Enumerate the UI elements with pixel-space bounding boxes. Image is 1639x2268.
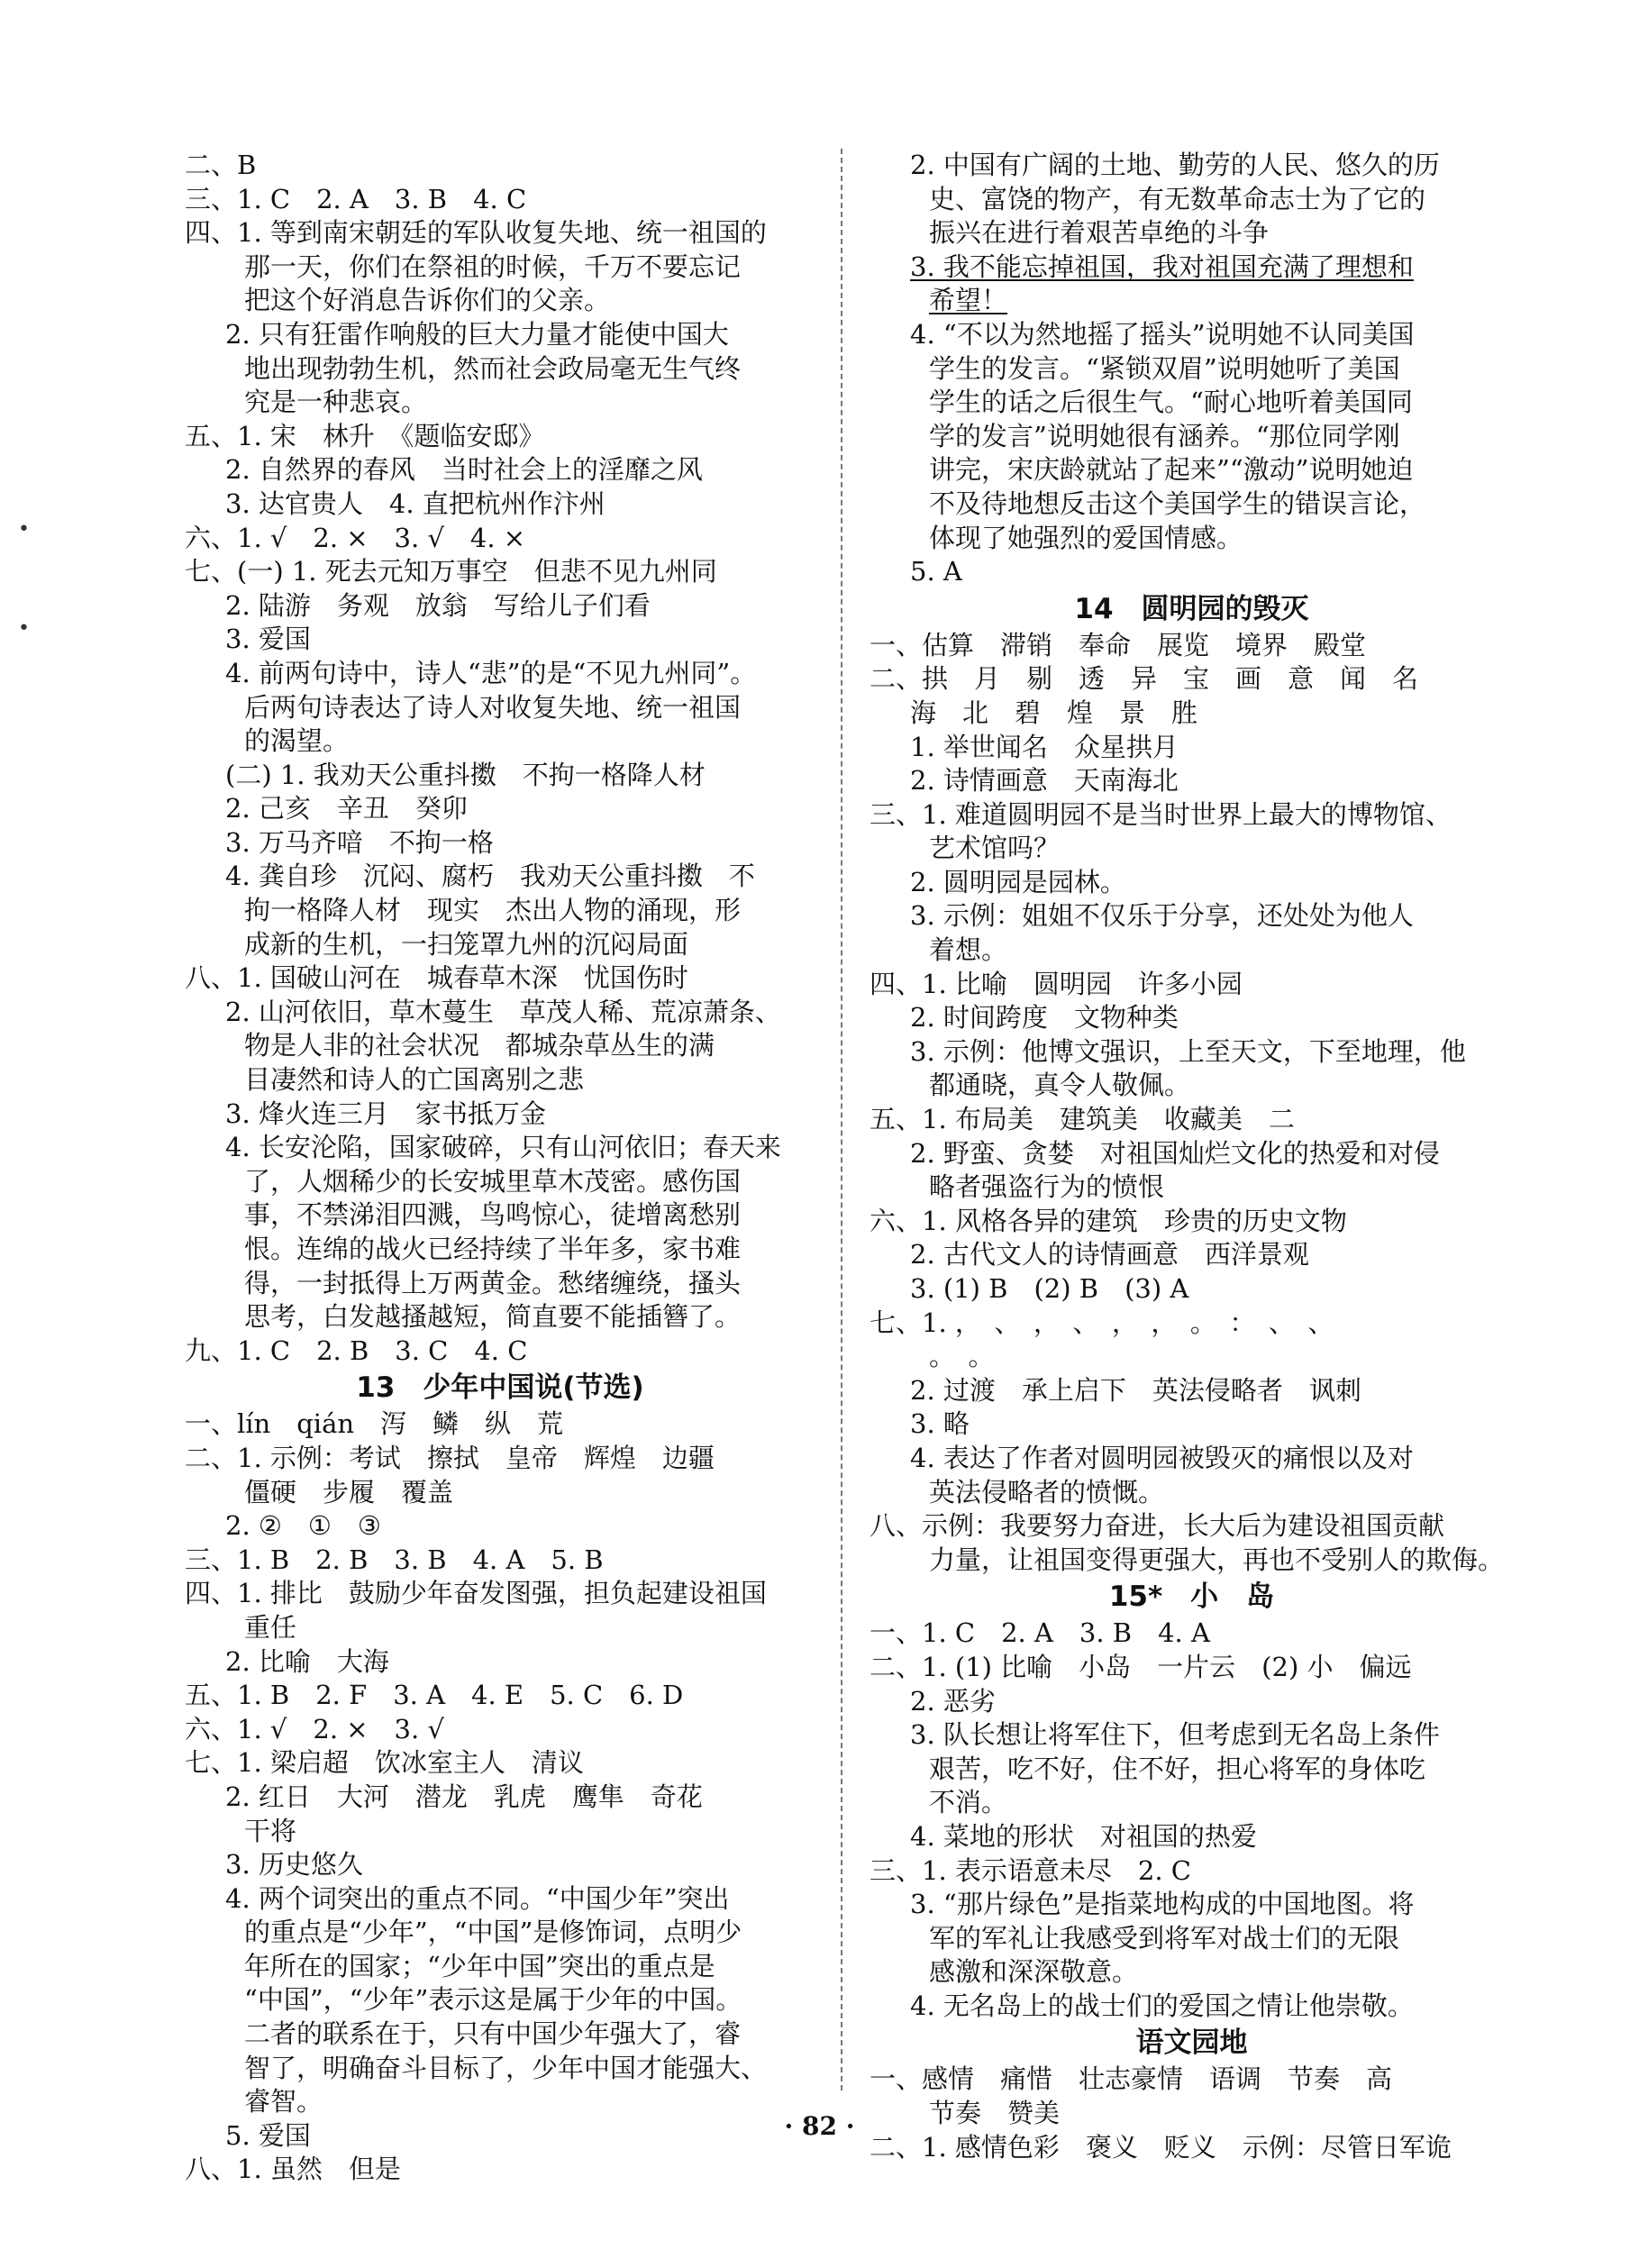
answer-line: 二、B: [185, 150, 257, 180]
answer-line: 三、1. C 2. A 3. B 4. C: [185, 183, 527, 214]
answer-line: 3. 万马齐喑 不拘一格: [225, 826, 494, 858]
answer-line: 都通晓，真令人敬佩。: [929, 1070, 1191, 1101]
answer-line: 2. 自然界的春风 当时社会上的淫靡之风: [225, 454, 703, 486]
answer-line: 一、lín qián 泻 鳞 纵 荒: [185, 1408, 564, 1440]
answer-line: “中国”，“少年”表示这是属于少年的中国。: [244, 1984, 742, 2016]
answer-line: 睿智。: [244, 2086, 323, 2118]
answer-line: 二、1. (1) 比喻 小岛 一片云 (2) 小 偏远: [870, 1651, 1412, 1682]
answer-line: 。 。: [929, 1341, 995, 1372]
answer-line: 的渴望。: [244, 725, 350, 757]
answer-line: 2. 过渡 承上启下 英法侵略者 讽刺: [910, 1374, 1361, 1406]
answer-line: 把这个好消息告诉你们的父亲。: [244, 285, 611, 316]
answer-line: 3. 达官贵人 4. 直把杭州作汴州: [225, 487, 606, 519]
margin-dot: •: [18, 617, 30, 640]
answer-line: 六、1. 风格各异的建筑 珍贵的历史文物: [870, 1205, 1347, 1236]
answer-line: 二者的联系在于，只有中国少年强大了，睿: [244, 2018, 742, 2050]
answer-line: 六、1. √ 2. × 3. √ 4. ×: [185, 522, 526, 553]
answer-line: 3. 示例：他博文强识，上至天文，下至地理，他: [910, 1035, 1466, 1067]
answer-line: 2. 陆游 务观 放翁 写给儿子们看: [225, 589, 651, 621]
answer-line: (二) 1. 我劝天公重抖擞 不拘一格降人材: [225, 759, 706, 790]
answer-line: 五、1. B 2. F 3. A 4. E 5. C 6. D: [185, 1680, 684, 1711]
lesson-heading: 13 少年中国说(节选): [356, 1371, 644, 1405]
answer-line: 4. 表达了作者对圆明园被毁灭的痛恨以及对: [910, 1442, 1414, 1473]
answer-line: 僵硬 步履 覆盖: [244, 1476, 454, 1507]
answer-line: 不消。: [929, 1787, 1008, 1818]
answer-line: 英法侵略者的愤慨。: [929, 1476, 1165, 1507]
answer-line: 3. 队长想让将军住下，但考虑到无名岛上条件: [910, 1719, 1440, 1751]
answer-line: 七、1. 梁启超 饮冰室主人 清议: [185, 1747, 584, 1779]
section-heading: 语文园地: [1135, 2027, 1248, 2060]
right-column: [870, 149, 1514, 2164]
answer-line: 究是一种悲哀。: [244, 387, 428, 418]
answer-line: 军的军礼让我感受到将军对战士们的无限: [929, 1922, 1400, 1954]
answer-line: 史、富饶的物产，有无数革命志士为了它的: [929, 183, 1426, 214]
answer-line: 讲完，宋庆龄就站了起来”“激动”说明她迫: [929, 454, 1414, 486]
answer-line: 四、1. 等到南宋朝廷的军队收复失地、统一祖国的: [185, 217, 767, 249]
answer-line: 成新的生机，一扫笼罩九州的沉闷局面: [244, 928, 689, 960]
answer-line: 3. 略: [910, 1408, 970, 1440]
answer-line: 1. 举世闻名 众星拱月: [910, 731, 1179, 762]
answer-line: 了，人烟稀少的长安城里草木茂密。感伤国: [244, 1165, 742, 1197]
column-divider: [841, 149, 842, 2090]
answer-line: 的重点是“少年”，“中国”是修饰词，点明少: [244, 1917, 742, 1948]
answer-line: 3. 烽火连三月 家书抵万金: [225, 1098, 546, 1129]
answer-line: 五、1. 布局美 建筑美 收藏美 二: [870, 1104, 1295, 1135]
answer-line: 拘一格降人材 现实 杰出人物的涌现，形: [244, 895, 742, 926]
answer-line: 恨。连绵的战火已经持续了半年多，家书难: [244, 1234, 742, 1264]
margin-dot: •: [18, 518, 30, 541]
answer-line: 三、1. B 2. B 3. B 4. A 5. B: [185, 1544, 604, 1575]
answer-line: 2. 古代文人的诗情画意 西洋景观: [910, 1239, 1309, 1271]
answer-line: 八、示例：我要努力奋进，长大后为建设祖国贡献: [870, 1510, 1445, 1542]
answer-line: 九、1. C 2. B 3. C 4. C: [185, 1334, 528, 1366]
answer-line: 2. 山河依旧，草木蔓生 草茂人稀、荒凉萧条、: [225, 996, 781, 1027]
lesson-heading: 15* 小 岛: [1108, 1580, 1275, 1614]
answer-line: 2. 己亥 辛丑 癸卯: [225, 793, 468, 824]
answer-line: 艰苦，吃不好，住不好，担心将军的身体吃: [929, 1753, 1426, 1784]
answer-line: 不及待地想反击这个美国学生的错误言论，: [929, 487, 1426, 519]
answer-line: 3. (1) B (2) B (3) A: [910, 1273, 1189, 1304]
answer-line: 2. 只有狂雷作响般的巨大力量才能使中国大: [225, 318, 729, 350]
answer-line: 3. “那片绿色”是指菜地构成的中国地图。将: [910, 1889, 1415, 1920]
answer-line: 三、1. 表示语意未尽 2. C: [870, 1854, 1191, 1886]
answer-line: 体现了她强烈的爱国情感。: [929, 522, 1243, 553]
answer-line: 学生的发言。“紧锁双眉”说明她听了美国: [929, 352, 1400, 384]
answer-line: 事，不禁涕泪四溅，鸟鸣惊心，徒增离愁别: [244, 1199, 742, 1231]
answer-line: 那一天，你们在祭祖的时候，千万不要忘记: [244, 250, 742, 282]
answer-line: 四、1. 比喻 圆明园 许多小园: [870, 968, 1243, 999]
answer-line: 4. 无名岛上的战士们的爱国之情让他崇敬。: [910, 1990, 1414, 2021]
answer-line: 八、1. 虽然 但是: [185, 2154, 401, 2185]
answer-line: 海 北 碧 煌 景 胜: [910, 697, 1198, 728]
answer-line: 三、1. 难道圆明园不是当时世界上最大的博物馆、: [870, 798, 1452, 830]
answer-line: 八、1. 国破山河在 城春草木深 忧国伤时: [185, 962, 688, 994]
answer-line: 节奏 赞美: [929, 2098, 1061, 2129]
answer-line: 2. 圆明园是园林。: [910, 866, 1126, 897]
answer-line: 2. 红日 大河 潜龙 乳虎 鹰隼 奇花: [225, 1781, 703, 1812]
answer-line: 目凄然和诗人的亡国离别之悲: [244, 1064, 585, 1096]
answer-line: 物是人非的社会状况 都城杂草丛生的满: [244, 1030, 715, 1061]
answer-line: 4. 前两句诗中，诗人“悲”的是“不见九州同”。: [225, 657, 757, 688]
answer-line: 略者强盗行为的愤恨: [929, 1171, 1165, 1203]
answer-line: 感激和深深敬意。: [929, 1956, 1139, 1988]
answer-line: 二、1. 感情色彩 褒义 贬义 示例：尽管日军诡: [870, 2131, 1452, 2163]
answer-line: 干将: [244, 1815, 297, 1846]
answer-line: 4. “不以为然地摇了摇头”说明她不认同美国: [910, 318, 1415, 350]
lesson-heading: 14 圆明园的毁灭: [1074, 592, 1309, 625]
answer-line: 4. 两个词突出的重点不同。“中国少年”突出: [225, 1882, 730, 1914]
answer-line: 2. 比喻 大海: [225, 1645, 389, 1677]
answer-line: 重任: [244, 1611, 297, 1643]
answer-line: 六、1. √ 2. × 3. √: [185, 1713, 444, 1744]
answer-line: 4. 长安沦陷，国家破碎，只有山河依旧；春天来: [225, 1132, 781, 1163]
left-column: [185, 149, 815, 2187]
answer-line: 2. 诗情画意 天南海北: [910, 765, 1179, 797]
answer-line: 5. A: [910, 556, 962, 587]
answer-line: 年所在的国家；“少年中国”突出的重点是: [244, 1950, 715, 1981]
answer-line: 五、1. 宋 林升 《题临安邸》: [185, 420, 545, 451]
answer-line: 振兴在进行着艰苦卓绝的斗争: [929, 217, 1270, 249]
answer-line: 2. 恶劣: [910, 1685, 996, 1717]
answer-line: 地出现勃勃生机，然而社会政局毫无生气终: [244, 352, 742, 384]
answer-line: 4. 菜地的形状 对祖国的热爱: [910, 1820, 1257, 1852]
answer-line: 一、1. C 2. A 3. B 4. A: [870, 1617, 1210, 1649]
answer-line: 学生的话之后很生气。“耐心地听着美国同: [929, 387, 1413, 418]
answer-line: 2. 时间跨度 文物种类: [910, 1002, 1179, 1034]
answer-line: 力量，让祖国变得更强大，再也不受别人的欺侮。: [929, 1544, 1505, 1575]
answer-line: 一、感情 痛惜 壮志豪情 语调 节奏 高: [870, 2063, 1393, 2095]
answer-line: 后两句诗表达了诗人对收复失地、统一祖国: [244, 691, 742, 723]
page-number: · 82 ·: [784, 2111, 855, 2141]
answer-line: 4. 龚自珍 沉闷、腐朽 我劝天公重抖擞 不: [225, 861, 755, 892]
answer-line: 3. 示例：姐姐不仅乐于分享，还处处为他人: [910, 900, 1414, 932]
answer-line: 希望！: [929, 285, 1008, 316]
answer-line: 四、1. 排比 鼓励少年奋发图强，担负起建设祖国: [185, 1578, 767, 1609]
answer-line: 5. 爱国: [225, 2119, 311, 2151]
answer-line: 2. 中国有广阔的土地、勤劳的人民、悠久的历: [910, 150, 1440, 180]
answer-line: 七、(一) 1. 死去元知万事空 但悲不见九州同: [185, 556, 717, 587]
answer-line: 学的发言”说明她很有涵养。“那位同学刚: [929, 420, 1400, 451]
answer-line: 2. 野蛮、贪婪 对祖国灿烂文化的热爱和对侵: [910, 1137, 1440, 1169]
answer-line: 思考，白发越搔越短，简直要不能插簪了。: [244, 1301, 742, 1333]
answer-line: 二、拱 月 剔 透 异 宝 画 意 闻 名: [870, 663, 1419, 695]
answer-line: 得，一封抵得上万两黄金。愁绪缠绕，搔头: [244, 1267, 742, 1298]
answer-line: 二、1. 示例：考试 擦拭 皇帝 辉煌 边疆: [185, 1442, 715, 1473]
answer-line: 七、1. ， 、 ， 、 ， ， 。 ： 、 、: [870, 1307, 1334, 1338]
answer-line: 一、估算 滞销 奉命 展览 境界 殿堂: [870, 629, 1367, 660]
answer-line: 3. 爱国: [225, 624, 311, 655]
answer-line: 智了，明确奋斗目标了，少年中国才能强大、: [244, 2052, 768, 2083]
answer-line: 艺术馆吗？: [929, 833, 1061, 864]
answer-line: 3. 我不能忘掉祖国，我对祖国充满了理想和: [910, 250, 1414, 282]
answer-line: 着想。: [929, 934, 1008, 966]
answer-line: 3. 历史悠久: [225, 1849, 363, 1881]
answer-line: 2. ② ① ③: [225, 1510, 381, 1542]
